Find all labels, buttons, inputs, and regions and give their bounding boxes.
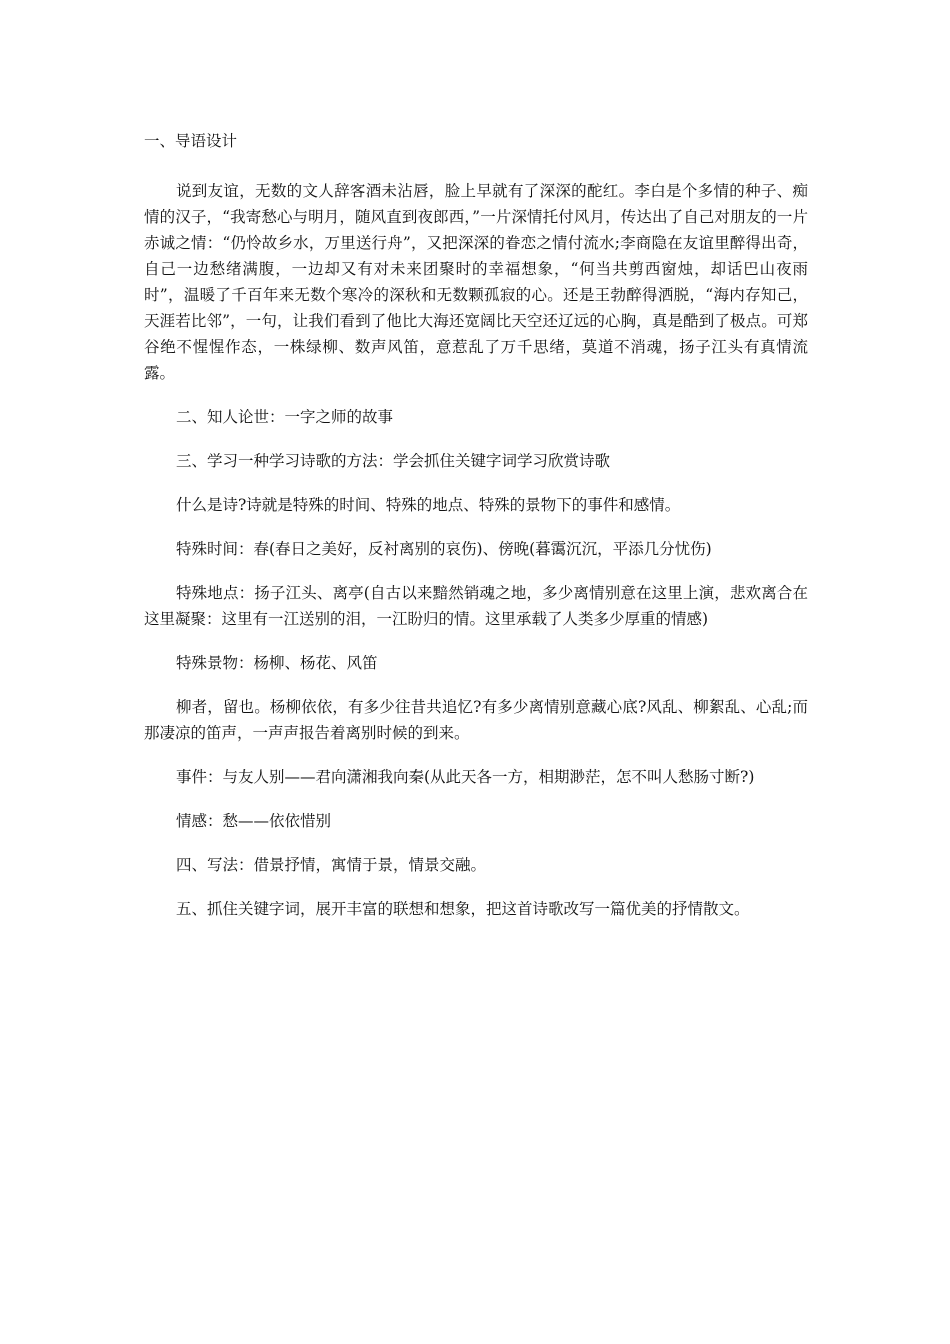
section-4-heading: 四、写法：借景抒情，寓情于景，情景交融。: [176, 856, 487, 874]
section-2-heading: 二、知人论世：一字之师的故事: [176, 408, 394, 426]
section-5-heading: 五、抓住关键字词，展开丰富的联想和想象，把这首诗歌改写一篇优美的抒情散文。: [176, 900, 750, 918]
event-paragraph: 事件：与友人别——君向潇湘我向秦(从此天各一方，相期渺茫，怎不叫人愁肠寸断?): [176, 768, 755, 786]
special-place-paragraph: 特殊地点：扬子江头、离亭(自古以来黯然销魂之地，多少离情别意在这里上演，悲欢离合在这里凝聚：这里有一江送别的泪，一江盼归的情。这里承载了人类多少厚重的情感): [144, 584, 808, 628]
willow-paragraph: 柳者，留也。杨柳依依，有多少往昔共追忆?有多少离情别意藏心底?风乱、柳絮乱、心乱;而那凄凉的笛声，一声声报告着离别时候的到来。: [144, 698, 808, 742]
intro-paragraph: 说到友谊，无数的文人辞客酒未沾唇，脸上早就有了深深的酡红。李白是个多情的种子、痴情的汉子，“我寄愁心与明月，随风直到夜郎西，”一片深情托付风月，传达出了自己对朋友的一片赤诚之情：“仍怜故乡水，万里送行舟”，又把深深的眷恋之情付流水;李商隐在友谊里醉得出奇，自己一边愁绪满腹，一边却又有对未来团聚时的幸福想象，“何当共剪西窗烛，却话巴山夜雨时”，温暖了千百年来无数个寒冷的深秋和无数颗孤寂的心。还是王勃醉得洒脱，“海内存知己，天涯若比邻”，一句，让我们看到了他比大海还宽阔比天空还辽远的心胸，真是酷到了极点。可郑谷绝不惺惺作态，一株绿柳、数声风笛，意惹乱了万千思绪，莫道不消魂，扬子江头有真情流露。: [144, 182, 808, 382]
what-is-poem-paragraph: 什么是诗?诗就是特殊的时间、特殊的地点、特殊的景物下的事件和感情。: [176, 496, 681, 514]
special-time-paragraph: 特殊时间：春(春日之美好，反衬离别的哀伤)、傍晚(暮霭沉沉，平添几分忧伤): [176, 540, 712, 558]
section-1-heading: 一、导语设计: [144, 132, 238, 150]
emotion-paragraph: 情感：愁——依依惜别: [176, 812, 332, 830]
section-3-heading: 三、学习一种学习诗歌的方法：学会抓住关键字词学习欣赏诗歌: [176, 452, 611, 470]
document-body: [144, 128, 808, 940]
special-scenery-paragraph: 特殊景物：杨柳、杨花、风笛: [176, 654, 378, 672]
